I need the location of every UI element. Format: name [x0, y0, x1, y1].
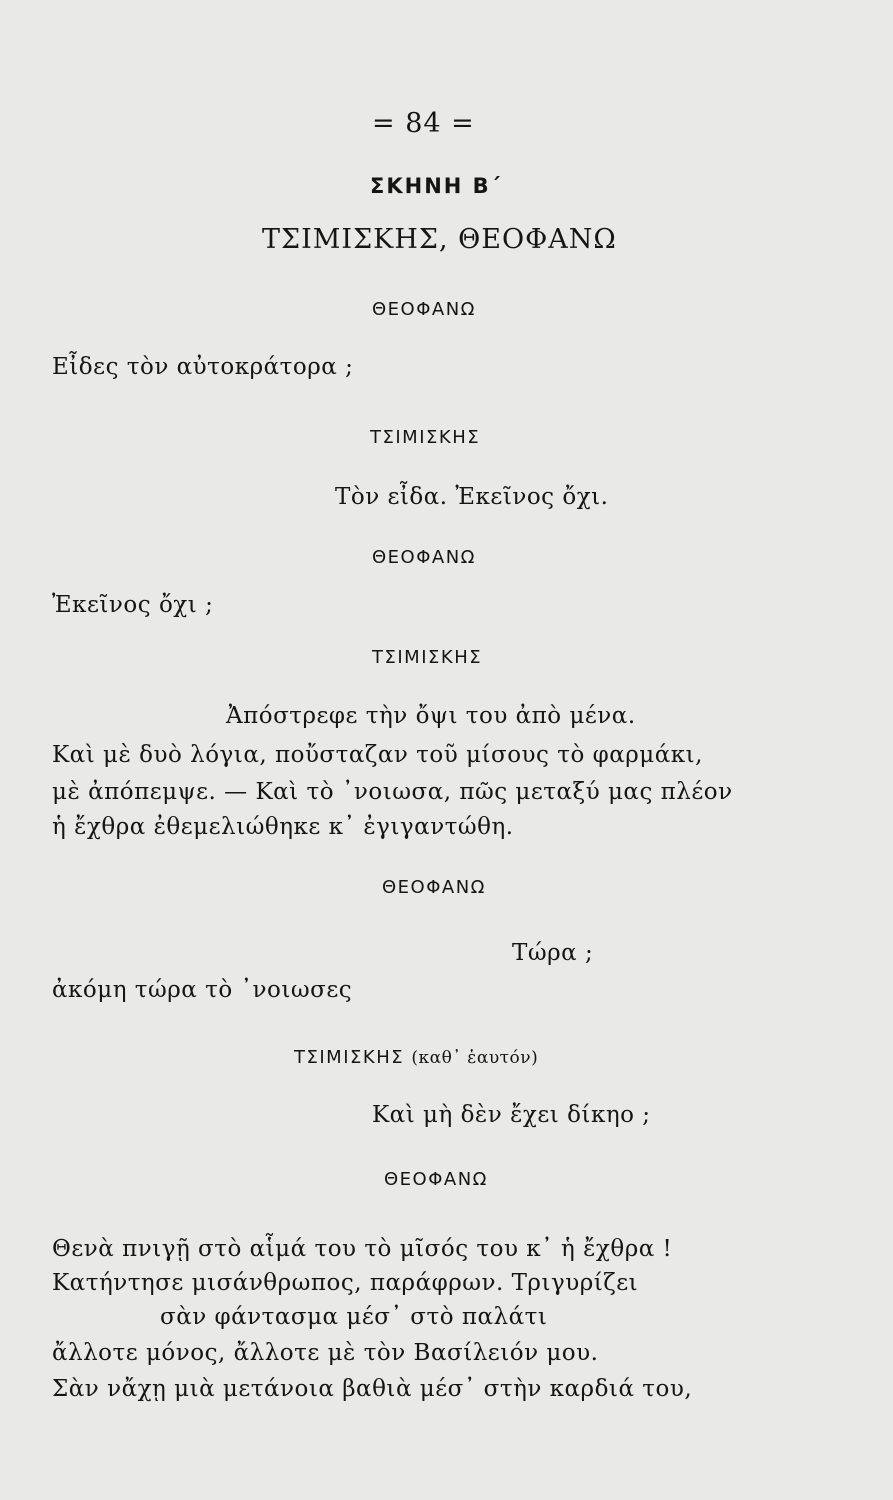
scene-title: ΣΚΗΝΗ Β΄: [370, 174, 502, 198]
dialogue-line: Τώρα ;: [512, 940, 594, 966]
speaker-name: [294, 1046, 538, 1070]
dialogue-line: ἄλλοτε μόνος, ἄλλοτε μὲ τὸν Βασίλειόν μου.: [52, 1340, 599, 1366]
page-number: = 84 =: [372, 108, 475, 139]
dialogue-line: ἀκόμη τώρα τὸ ᾽νοιωσες: [52, 977, 353, 1003]
dialogue-line: ἡ ἔχθρα ἐθεμελιώθηκε κ᾽ ἐγιγαντώθη.: [52, 814, 514, 840]
dialogue-line: Εἶδες τὸν αὐτοκράτορα ;: [52, 354, 354, 380]
dialogue-line: Κατήντησε μισάνθρωπος, παράφρων. Τριγυρίζει: [52, 1270, 639, 1296]
dialogue-line: μὲ ἀπόπεμψε. — Καὶ τὸ ᾽νοιωσα, πῶς μεταξύ μας πλέον: [52, 779, 733, 805]
scene-characters: ΤΣΙΜΙΣΚΗΣ, ΘΕΟΦΑΝΩ: [262, 224, 617, 255]
stage-direction: (καθ᾽ ἑαυτόν): [411, 1048, 539, 1068]
speaker-label: ΤΣΙΜΙΣΚΗΣ: [294, 1047, 405, 1068]
dialogue-line: Καὶ μὲ δυὸ λόγια, ποὔσταζαν τοῦ μίσους τὸ φαρμάκι,: [52, 742, 703, 768]
speaker-name: ΘΕΟΦΑΝΩ: [384, 1169, 488, 1190]
speaker-name: ΘΕΟΦΑΝΩ: [382, 877, 486, 898]
speaker-name: ΤΣΙΜΙΣΚΗΣ: [370, 427, 481, 448]
dialogue-line: Ἀπόστρεφε τὴν ὄψι του ἀπὸ μένα.: [226, 703, 636, 729]
speaker-name: ΤΣΙΜΙΣΚΗΣ: [372, 647, 483, 668]
dialogue-line: Ἐκεῖνος ὄχι ;: [52, 592, 214, 618]
dialogue-line: Σὰν νἄχῃ μιὰ μετάνοια βαθιὰ μέσ᾽ στὴν καρδιά του,: [52, 1376, 693, 1402]
dialogue-line: Τὸν εἶδα. Ἐκεῖνος ὄχι.: [335, 484, 609, 510]
speaker-name: ΘΕΟΦΑΝΩ: [372, 299, 476, 320]
dialogue-line: σὰν φάντασμα μέσ᾽ στὸ παλάτι: [160, 1304, 548, 1330]
dialogue-line: Θενὰ πνιγῇ στὸ αἷμά του τὸ μῖσός του κ᾽ ἡ ἔχθρα !: [52, 1236, 673, 1262]
dialogue-line: Καὶ μὴ δὲν ἔχει δίκηο ;: [372, 1102, 651, 1128]
speaker-name: ΘΕΟΦΑΝΩ: [372, 547, 476, 568]
